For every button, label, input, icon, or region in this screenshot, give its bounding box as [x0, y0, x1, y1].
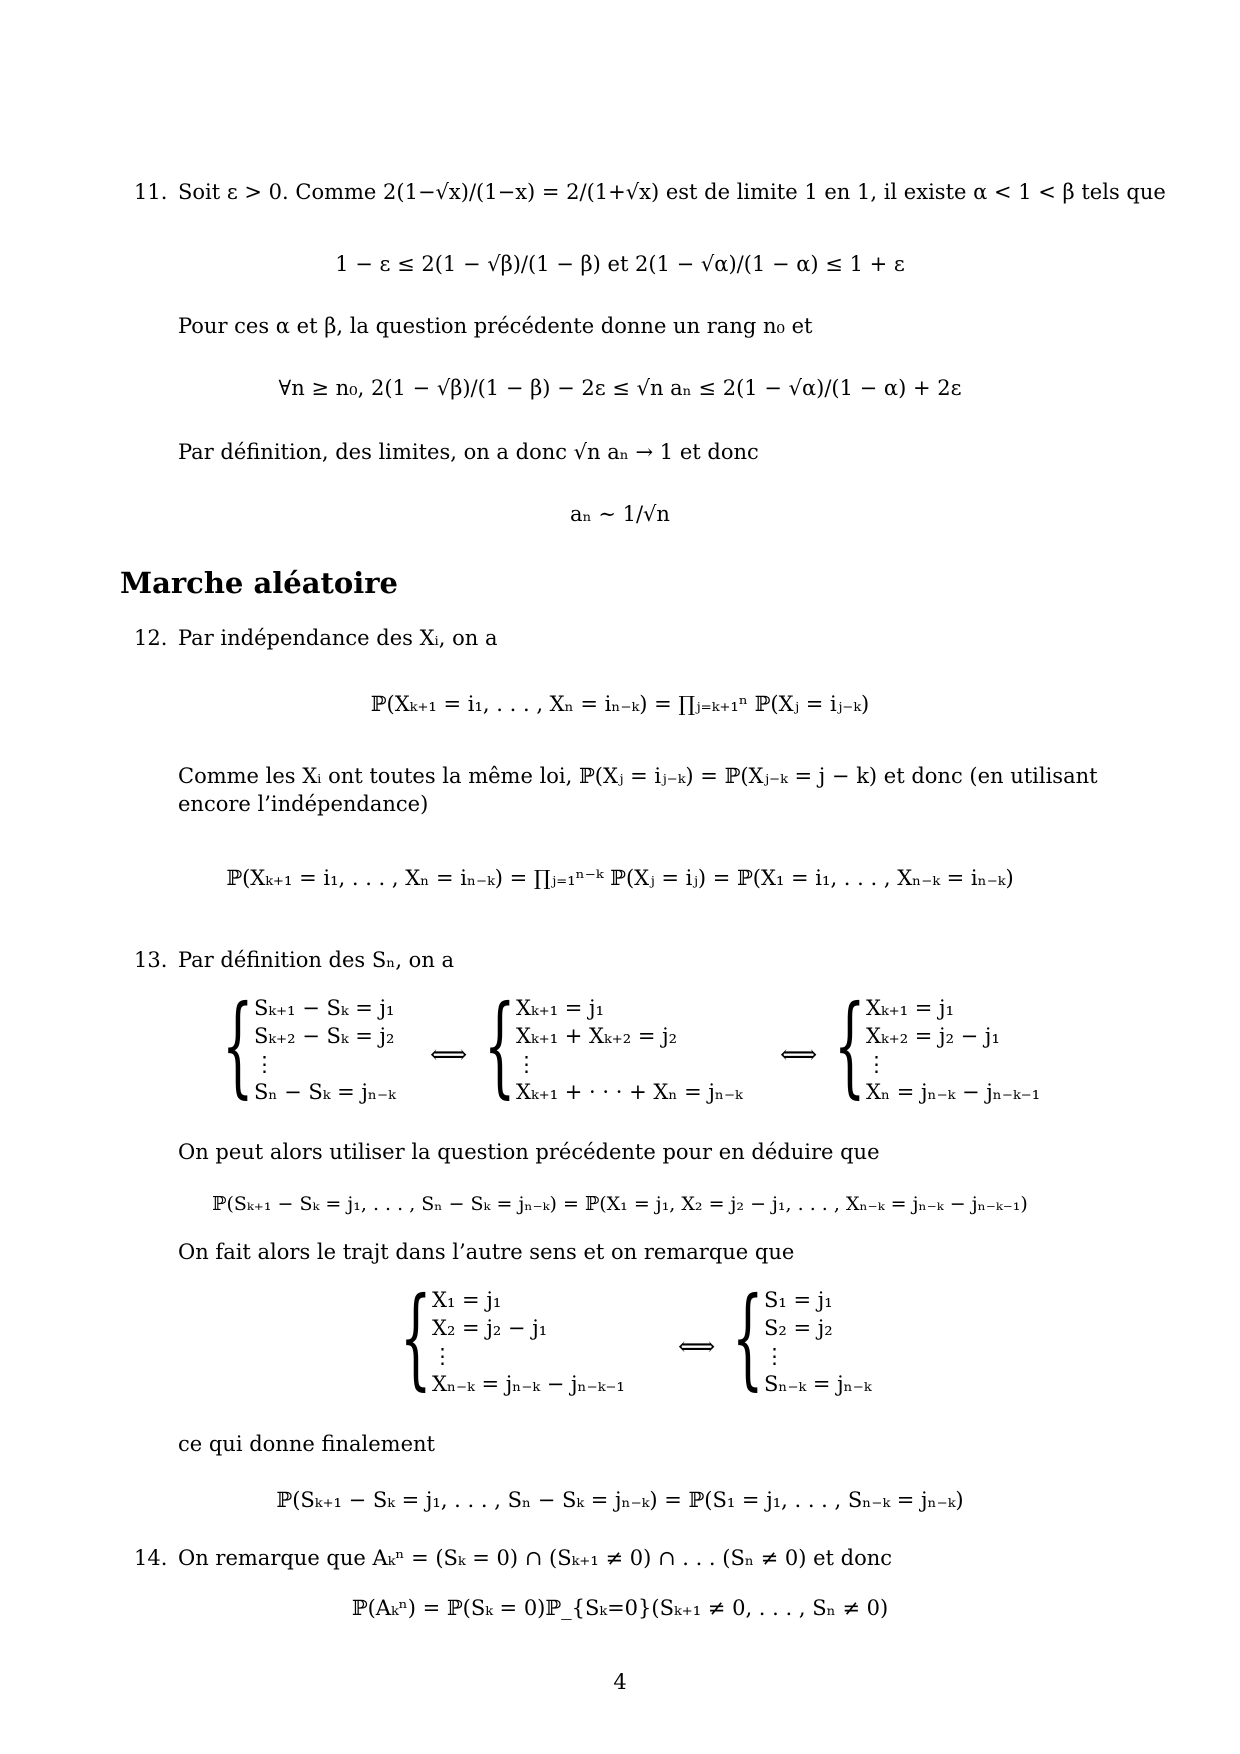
system-1-row: Sₖ₊₂ − Sₖ = j₂	[254, 1024, 395, 1048]
item-11-line-3: Par définition, des limites, on a donc √n aₙ → 1 et donc	[178, 440, 759, 464]
iff-symbol: ⟺	[678, 1332, 716, 1362]
item-12-line-2: Comme les Xᵢ ont toutes la même loi, ℙ(Xⱼ = iⱼ₋ₖ) = ℙ(Xⱼ₋ₖ = j − k) et donc (en utilisant	[178, 764, 1098, 788]
item-11-line-1: Soit ε > 0. Comme 2(1−√x)/(1−x) = 2/(1+√x) est de limite 1 en 1, il existe α < 1 < β tels que	[178, 180, 1166, 204]
system-5-row: ⋮	[764, 1344, 785, 1368]
item-number-12: 12.	[134, 626, 168, 650]
left-brace: {	[732, 1273, 764, 1401]
system-5-row: Sₙ₋ₖ = jₙ₋ₖ	[764, 1372, 872, 1396]
item-12-line-1: Par indépendance des Xᵢ, on a	[178, 626, 498, 650]
section-heading: Marche aléatoire	[120, 566, 398, 600]
system-4-row: X₂ = j₂ − j₁	[432, 1316, 548, 1340]
system-4-row: Xₙ₋ₖ = jₙ₋ₖ − jₙ₋ₖ₋₁	[432, 1372, 625, 1396]
item-11-equation-3: aₙ ∼ 1/√n	[570, 502, 670, 526]
left-brace: {	[834, 981, 866, 1109]
item-13-line-3: On fait alors le trajt dans l’autre sens et on remarque que	[178, 1240, 795, 1264]
system-5-row: S₂ = j₂	[764, 1316, 833, 1340]
system-2-row: Xₖ₊₁ + · · · + Xₙ = jₙ₋ₖ	[516, 1080, 743, 1104]
system-5-row: S₁ = j₁	[764, 1288, 833, 1312]
system-1-row: Sₖ₊₁ − Sₖ = j₁	[254, 996, 395, 1020]
system-2-row: ⋮	[516, 1052, 537, 1076]
system-3	[866, 994, 1040, 1106]
item-13-line-4: ce qui donne finalement	[178, 1432, 435, 1456]
item-11-equation-2: ∀n ≥ n₀, 2(1 − √β)/(1 − β) − 2ε ≤ √n aₙ ≤ 2(1 − √α)/(1 − α) + 2ε	[278, 376, 962, 400]
system-3-row: Xₙ = jₙ₋ₖ − jₙ₋ₖ₋₁	[866, 1080, 1041, 1104]
item-11-line-2: Pour ces α et β, la question précédente donne un rang n₀ et	[178, 314, 813, 338]
item-14-line-1: On remarque que Aₖⁿ = (Sₖ = 0) ∩ (Sₖ₊₁ ≠ 0) ∩ . . . (Sₙ ≠ 0) et donc	[178, 1546, 893, 1570]
page-number: 4	[613, 1670, 627, 1694]
item-13-line-2: On peut alors utiliser la question précédente pour en déduire que	[178, 1140, 880, 1164]
item-13-line-1: Par définition des Sₙ, on a	[178, 948, 455, 972]
item-12-equation-2: ℙ(Xₖ₊₁ = i₁, . . . , Xₙ = iₙ₋ₖ) = ∏ⱼ₌₁ⁿ⁻ᵏ ℙ(Xⱼ = iⱼ) = ℙ(X₁ = i₁, . . . , Xₙ₋ₖ = iₙ₋ₖ)	[226, 866, 1014, 890]
system-1-row: Sₙ − Sₖ = jₙ₋ₖ	[254, 1080, 396, 1104]
system-5	[764, 1286, 872, 1398]
system-2-row: Xₖ₊₁ = j₁	[516, 996, 604, 1020]
item-13-equation-1: ℙ(Sₖ₊₁ − Sₖ = j₁, . . . , Sₙ − Sₖ = jₙ₋ₖ) = ℙ(X₁ = j₁, X₂ = j₂ − j₁, . . . , Xₙ₋ₖ = jₙ₋ₖ − jₙ₋ₖ₋₁)	[212, 1193, 1028, 1215]
system-3-row: Xₖ₊₁ = j₁	[866, 996, 954, 1020]
item-number-14: 14.	[134, 1546, 168, 1570]
iff-symbol: ⟺	[430, 1040, 468, 1070]
system-1	[254, 994, 396, 1106]
system-4-row: ⋮	[432, 1344, 453, 1368]
system-1-row: ⋮	[254, 1052, 275, 1076]
item-12-equation-1: ℙ(Xₖ₊₁ = i₁, . . . , Xₙ = iₙ₋ₖ) = ∏ⱼ₌ₖ₊₁ⁿ ℙ(Xⱼ = iⱼ₋ₖ)	[370, 692, 870, 716]
left-brace: {	[400, 1273, 432, 1401]
system-4	[432, 1286, 625, 1398]
iff-symbol: ⟺	[780, 1040, 818, 1070]
left-brace: {	[222, 981, 254, 1109]
system-3-row: ⋮	[866, 1052, 887, 1076]
item-number-11: 11.	[134, 180, 168, 204]
item-number-13: 13.	[134, 948, 168, 972]
system-2	[516, 994, 743, 1106]
item-12-line-2b: encore l’indépendance)	[178, 792, 429, 816]
item-11-equation-1: 1 − ε ≤ 2(1 − √β)/(1 − β) et 2(1 − √α)/(1 − α) ≤ 1 + ε	[335, 252, 905, 276]
system-2-row: Xₖ₊₁ + Xₖ₊₂ = j₂	[516, 1024, 678, 1048]
system-4-row: X₁ = j₁	[432, 1288, 502, 1312]
left-brace: {	[484, 981, 516, 1109]
system-3-row: Xₖ₊₂ = j₂ − j₁	[866, 1024, 1000, 1048]
item-13-equation-2: ℙ(Sₖ₊₁ − Sₖ = j₁, . . . , Sₙ − Sₖ = jₙ₋ₖ) = ℙ(S₁ = j₁, . . . , Sₙ₋ₖ = jₙ₋ₖ)	[276, 1488, 964, 1512]
item-14-equation-1: ℙ(Aₖⁿ) = ℙ(Sₖ = 0)ℙ_{Sₖ=0}(Sₖ₊₁ ≠ 0, . . . , Sₙ ≠ 0)	[351, 1596, 889, 1620]
